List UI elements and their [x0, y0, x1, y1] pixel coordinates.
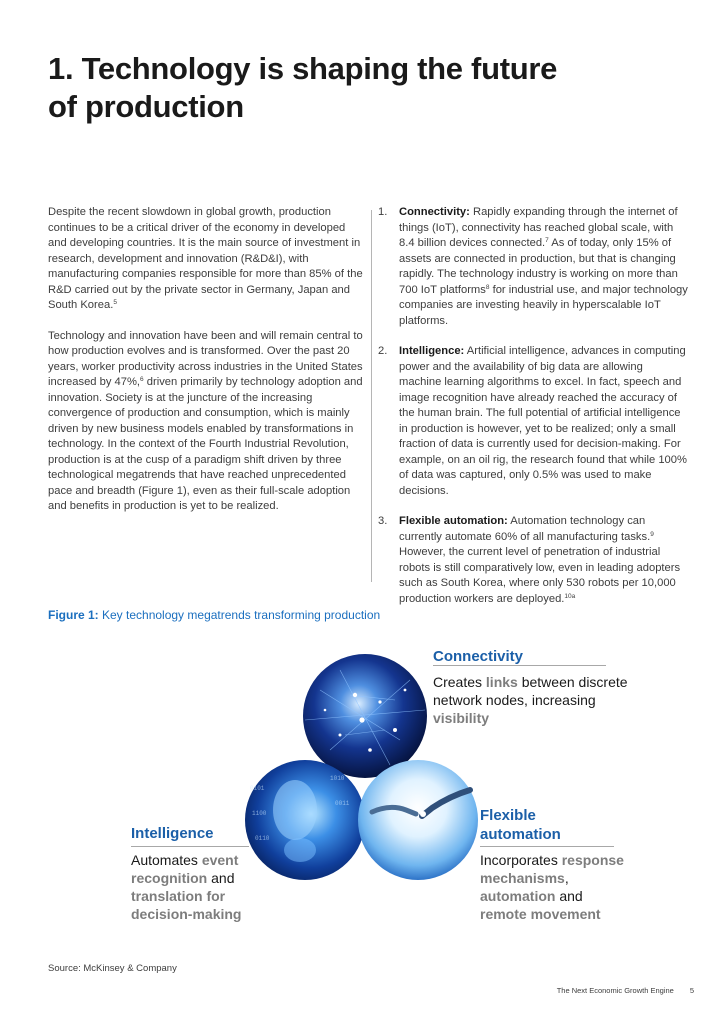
footnote-ref: 10a	[564, 592, 576, 600]
page-footer	[557, 986, 694, 995]
desc-text: and	[555, 888, 583, 904]
page-title	[48, 50, 668, 126]
page-number: 5	[689, 986, 694, 995]
item-text: Automation technology can currently automate 60% of all manufacturing tasks.	[399, 515, 651, 543]
connectivity-rule	[433, 665, 606, 666]
intelligence-description	[131, 851, 261, 923]
intelligence-globe	[245, 760, 365, 880]
highlight-text: event recognition	[131, 852, 239, 886]
item-text: As of today, only 15% of assets are connected in production, but that is changing rapidly. The technology industry is working on more than 700 IoT platforms	[399, 237, 678, 296]
list-item-connectivity	[378, 205, 688, 329]
title-line-2: of production	[48, 89, 244, 124]
footer-doc-title: The Next Economic Growth Engine	[556, 986, 674, 995]
p1-text: Despite the recent slowdown in global growth, production continues to be a critical driver of the economy in developed and developing countries. It is the main source of investment in research, development and innovation (R&D&I), with manufacturing companies responsible for more than 85% of the R&D carried out by the private sector in Germany, Japan and South Korea.	[48, 206, 363, 311]
svg-text:0101: 0101	[250, 785, 265, 792]
list-number: 3.	[378, 515, 388, 527]
desc-text: Automates	[131, 852, 202, 868]
connectivity-label: Connectivity	[433, 648, 524, 665]
intelligence-label: Intelligence	[131, 825, 214, 842]
highlight-text: visibility	[433, 710, 490, 726]
right-column	[378, 205, 688, 622]
svg-text:1100: 1100	[252, 810, 267, 817]
desc-text: and	[207, 870, 235, 886]
svg-text:0011: 0011	[335, 800, 350, 807]
item-title: Flexible automation:	[399, 515, 508, 527]
highlight-text: translation for decision-making	[131, 888, 242, 922]
automation-label	[480, 806, 561, 844]
connectivity-globe	[303, 654, 427, 778]
paragraph-1	[48, 205, 366, 314]
item-text: for industrial use, and major technology companies are investing heavily in hyperscalable IoT platforms.	[399, 283, 688, 327]
label-line: Flexible	[480, 807, 536, 824]
highlight-text: response mechanisms	[480, 852, 624, 886]
label-line: automation	[480, 826, 561, 843]
title-line-1: 1. Technology is shaping the future	[48, 51, 558, 86]
svg-text:0110: 0110	[255, 835, 270, 842]
left-column	[48, 205, 366, 530]
desc-text: Incorporates	[480, 852, 562, 868]
automation-globe	[358, 760, 478, 880]
source-note: Source: McKinsey & Company	[48, 963, 177, 974]
figure-caption-text: Key technology megatrends transforming production	[98, 608, 381, 622]
intelligence-rule	[131, 846, 249, 847]
footnote-ref: 8	[485, 283, 490, 291]
automation-rule	[480, 846, 614, 847]
highlight-text: links	[485, 674, 518, 690]
highlight-text: remote movement	[480, 906, 601, 922]
item-text: Artificial intelligence, advances in computing power and the availability of big data are allowing machine learning algorithms to excel. In fact, speech and image recognition have already reached the accuracy of the human brain. The full potential of artificial intelligence in production is however, yet to be realized; only a small fraction of data is currently used for decision-making. For example, on an oil rig, the research found that while 100% of data was captured, only 0.5% was used to make decisions.	[399, 345, 687, 497]
list-item-intelligence	[378, 344, 688, 499]
list-number: 2.	[378, 345, 388, 357]
list-number: 1.	[378, 206, 388, 218]
list-item-flexible-automation	[378, 514, 688, 607]
paragraph-2	[48, 329, 366, 515]
connectivity-description	[433, 673, 633, 727]
item-text: However, the current level of penetration of industrial robots is still comparatively low, even in leading adopters such as South Korea, where only 530 robots per 10,000 production workers are deployed.	[399, 546, 681, 605]
item-text: Rapidly expanding through the internet of things (IoT), connectivity has reached global scale, with 8.4 billion devices connected.	[399, 206, 678, 249]
highlight-text: automation	[480, 888, 556, 904]
footnote-ref: 7	[545, 237, 549, 244]
desc-text: Creates	[433, 674, 486, 690]
p2-after: driven primarily by technology adoption and innovation. Society is at the juncture of the increasing convergence of production and consumption, which is mainly driven by new business models enabled by transformations in technology. In the context of the Fourth Industrial Revolution, production is at the cusp of a paradigm shift driven by three technological megatrends that have reached unprecedented pace and breadth (Figure 1), even as their full-scale adoption and benefits in production is yet to be realized.	[48, 376, 363, 512]
desc-text: ,	[564, 870, 569, 886]
item-title: Connectivity:	[399, 206, 470, 218]
desc-text: between discrete network nodes, increasing	[433, 674, 628, 708]
svg-text:1010: 1010	[330, 775, 345, 782]
column-divider	[371, 210, 372, 582]
footnote-ref: 5	[113, 299, 117, 306]
automation-description	[480, 851, 625, 923]
footnote-ref: 6	[140, 376, 144, 383]
figure-caption-label: Figure 1:	[48, 608, 99, 622]
footnote-ref: 9	[650, 530, 654, 538]
figure-caption	[48, 608, 380, 622]
p2-before: Technology and innovation have been and will remain central to how production evolves and is transformed. Over the past 20 years, worker productivity across industries in the United States increased by 47%,	[48, 329, 363, 388]
figure-megatrends	[0, 640, 724, 960]
item-title: Intelligence:	[399, 345, 465, 357]
